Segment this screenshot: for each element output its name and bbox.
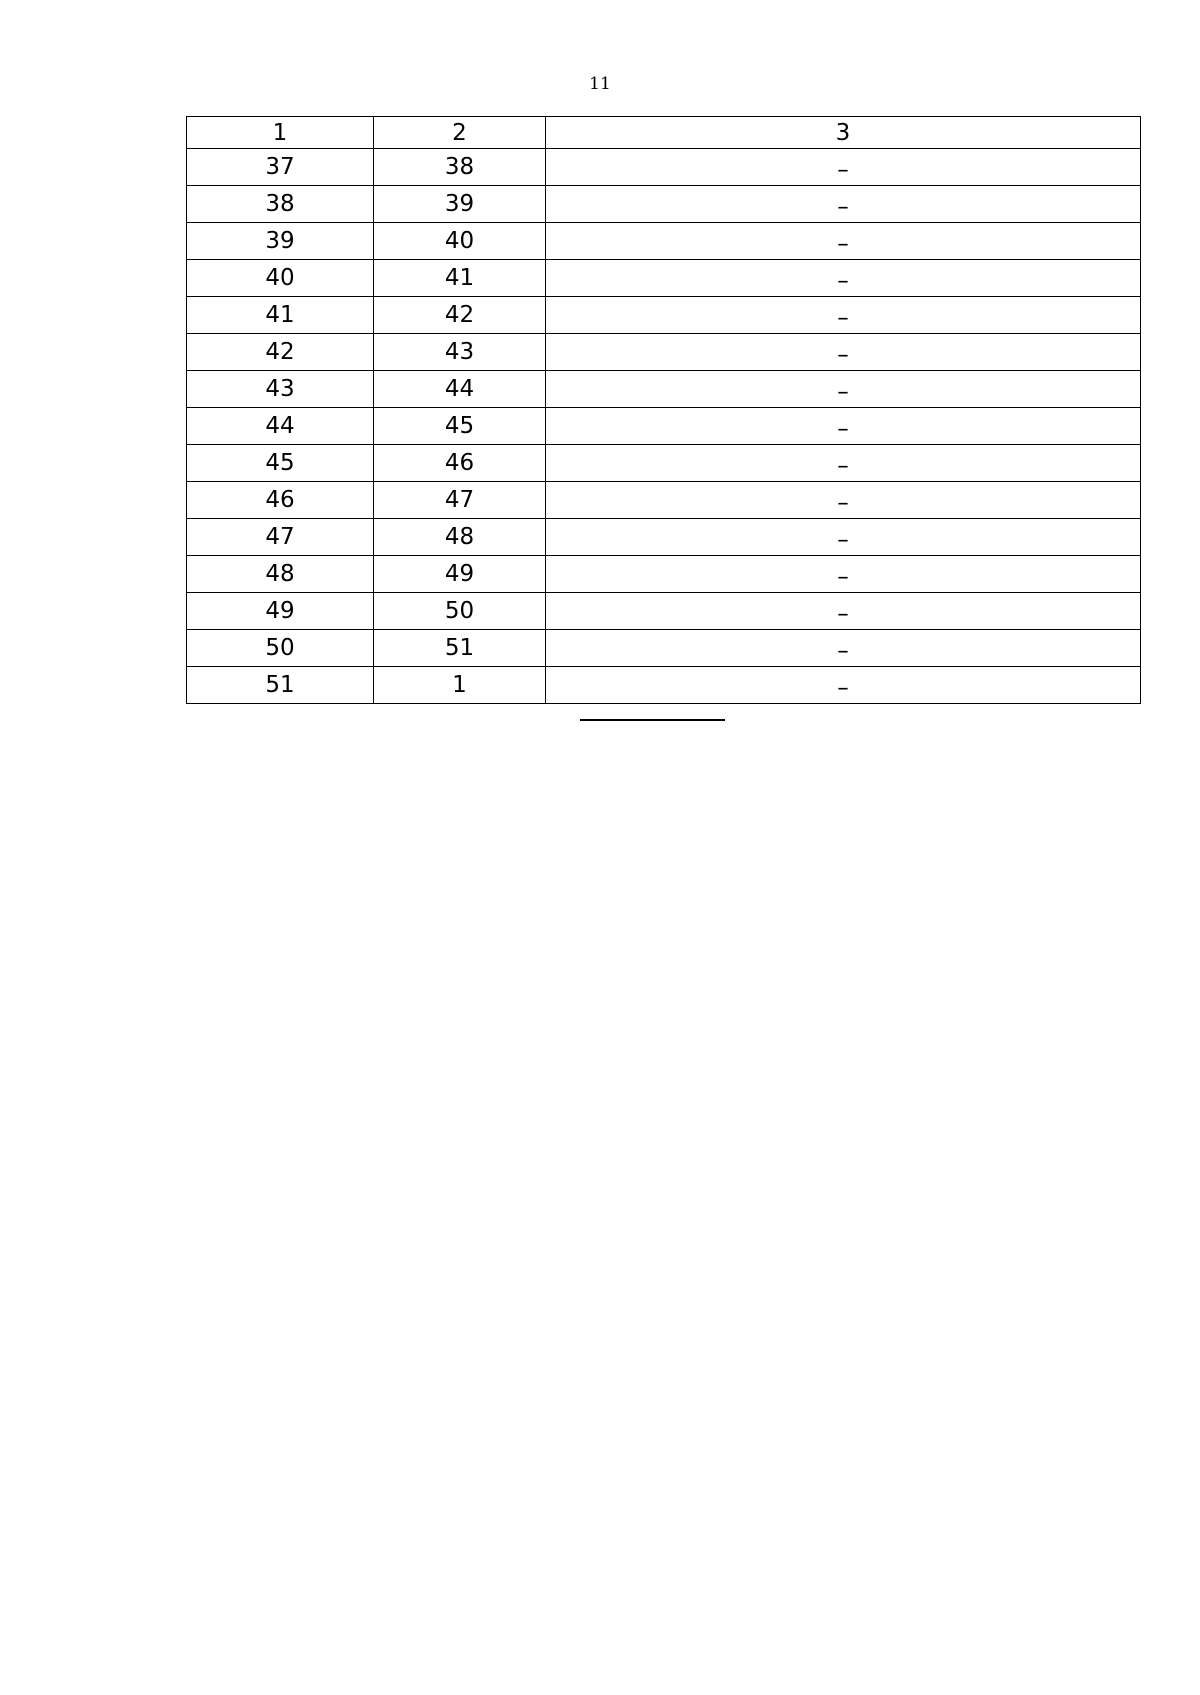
table-row (187, 297, 1141, 334)
table-cell-col-3: – (546, 223, 1141, 260)
table-cell-col-1: 49 (187, 593, 374, 630)
table-row (187, 408, 1141, 445)
table-cell-col-2: 44 (374, 371, 546, 408)
table-row (187, 260, 1141, 297)
table-cell-col-2: 40 (374, 223, 546, 260)
table-cell-col-2: 43 (374, 334, 546, 371)
table-cell-col-2: 39 (374, 186, 546, 223)
column-header-2: 2 (374, 117, 546, 149)
table-cell-col-2: 46 (374, 445, 546, 482)
table-cell-col-1: 45 (187, 445, 374, 482)
table-cell-col-3: – (546, 149, 1141, 186)
table-cell-col-3: – (546, 408, 1141, 445)
table-header-row (187, 117, 1141, 149)
table-row (187, 334, 1141, 371)
table-cell-col-1: 47 (187, 519, 374, 556)
page-number: 11 (589, 74, 611, 94)
table-cell-col-1: 51 (187, 667, 374, 704)
table-cell-col-1: 46 (187, 482, 374, 519)
table-cell-col-1: 39 (187, 223, 374, 260)
table-cell-col-1: 41 (187, 297, 374, 334)
data-table (186, 116, 1141, 704)
table-cell-col-2: 38 (374, 149, 546, 186)
table-cell-col-3: – (546, 297, 1141, 334)
table-cell-col-2: 51 (374, 630, 546, 667)
table-cell-col-2: 42 (374, 297, 546, 334)
table-cell-col-3: – (546, 445, 1141, 482)
table-cell-col-3: – (546, 482, 1141, 519)
table-cell-col-2: 49 (374, 556, 546, 593)
table-cell-col-3: – (546, 519, 1141, 556)
table-cell-col-2: 48 (374, 519, 546, 556)
table-cell-col-1: 48 (187, 556, 374, 593)
table-cell-col-2: 45 (374, 408, 546, 445)
table-cell-col-3: – (546, 556, 1141, 593)
table-row (187, 519, 1141, 556)
table-cell-col-3: – (546, 630, 1141, 667)
table-row (187, 445, 1141, 482)
table-cell-col-2: 50 (374, 593, 546, 630)
table-row (187, 667, 1141, 704)
table-cell-col-3: – (546, 186, 1141, 223)
table-row (187, 482, 1141, 519)
table-cell-col-1: 42 (187, 334, 374, 371)
table-cell-col-1: 43 (187, 371, 374, 408)
column-header-3: 3 (546, 117, 1141, 149)
table-row (187, 149, 1141, 186)
table-cell-col-2: 1 (374, 667, 546, 704)
table-cell-col-2: 41 (374, 260, 546, 297)
table-row (187, 223, 1141, 260)
table-row (187, 556, 1141, 593)
column-header-1: 1 (187, 117, 374, 149)
table-cell-col-1: 40 (187, 260, 374, 297)
table-cell-col-3: – (546, 371, 1141, 408)
table-cell-col-3: – (546, 334, 1141, 371)
table-cell-col-2: 47 (374, 482, 546, 519)
table-row (187, 371, 1141, 408)
table-cell-col-3: – (546, 667, 1141, 704)
table-row (187, 630, 1141, 667)
table-cell-col-1: 38 (187, 186, 374, 223)
table-cell-col-1: 44 (187, 408, 374, 445)
table-row (187, 186, 1141, 223)
table-cell-col-1: 50 (187, 630, 374, 667)
table-cell-col-3: – (546, 260, 1141, 297)
table-row (187, 593, 1141, 630)
end-of-document-rule (580, 719, 725, 721)
table-cell-col-1: 37 (187, 149, 374, 186)
table-cell-col-3: – (546, 593, 1141, 630)
table-body (187, 117, 1141, 704)
